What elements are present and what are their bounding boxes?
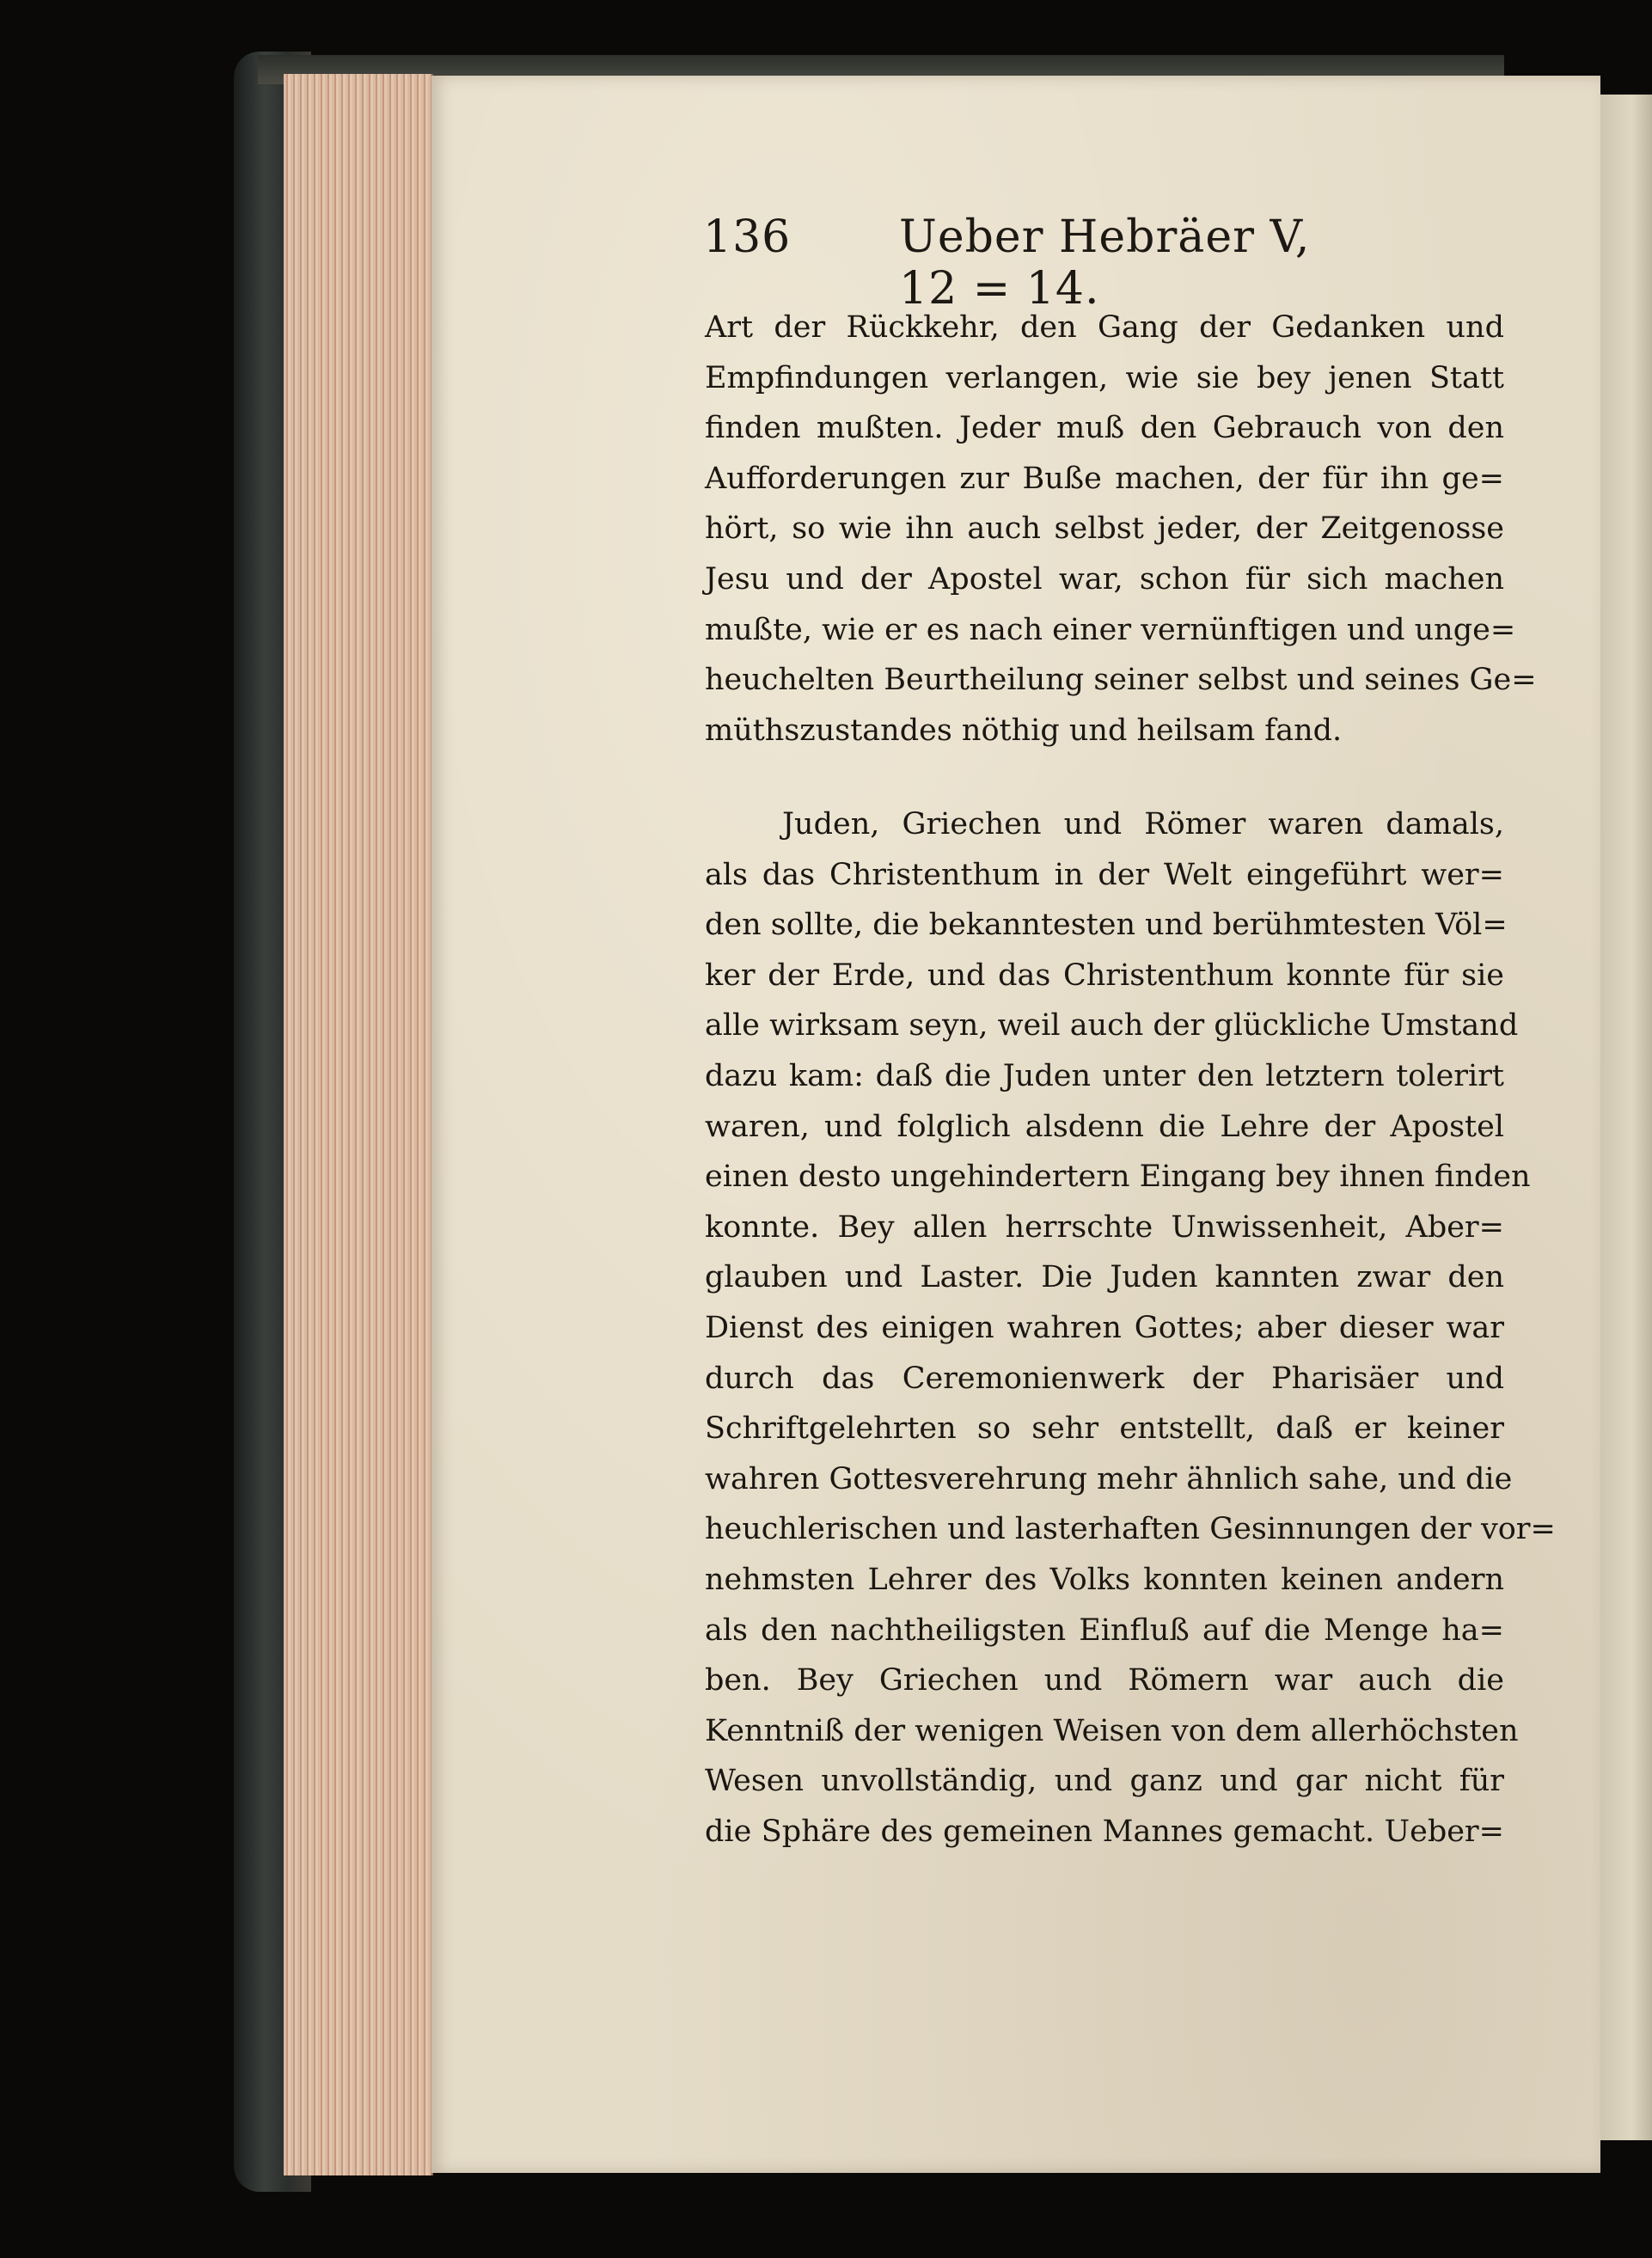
text-line: mußte, wie er es nach einer vernünftigen und unge= [705, 612, 1516, 647]
text-line: glauben und Laster. Die Juden kannten zwar den [705, 1260, 1504, 1295]
text-line: hört, so wie ihn auch selbst jeder, der Zeitgenosse [705, 511, 1504, 547]
running-head: Ueber Hebräer V, 12 = 14. [899, 211, 1311, 315]
text-line: als den nachtheiligsten Einfluß auf die Menge ha= [705, 1612, 1504, 1648]
page-number: 136 [703, 211, 792, 263]
text-line: müthszustandes nöthig und heilsam fand. [705, 713, 1343, 748]
text-line: wahren Gottesverehrung mehr ähnlich sahe, und die [705, 1461, 1513, 1496]
text-line: Kenntniß der wenigen Weisen von dem allerhöchsten [705, 1713, 1519, 1748]
text-line: als das Christenthum in der Welt eingeführt wer= [705, 857, 1504, 892]
page-header [703, 211, 1356, 315]
text-line: Schriftgelehrten so sehr entstellt, daß er keiner [705, 1411, 1504, 1447]
text-line: heuchelten Beurtheilung seiner selbst und seines Ge= [705, 663, 1537, 698]
text-line: heuchlerischen und lasterhaften Gesinnungen der vor= [705, 1512, 1556, 1547]
text-line: den sollte, die bekanntesten und berühmtesten Völ= [705, 908, 1508, 943]
facing-page-edge [1600, 95, 1652, 2140]
text-line: finden mußten. Jeder muß den Gebrauch von den [705, 411, 1504, 446]
text-line: einen desto ungehindertern Eingang bey ihnen finden [705, 1160, 1531, 1195]
text-line: konnte. Bey allen herrschte Unwissenheit, Aber= [705, 1209, 1504, 1245]
text-line: alle wirksam seyn, weil auch der glückliche Umstand [705, 1008, 1519, 1043]
text-line: die Sphäre des gemeinen Mannes gemacht. Ueber= [705, 1814, 1504, 1849]
text-line: Dienst des einigen wahren Gottes; aber dieser war [705, 1310, 1504, 1345]
text-line: dazu kam: daß die Juden unter den letztern tolerirt [705, 1058, 1504, 1093]
text-line: durch das Ceremonienwerk der Pharisäer und [705, 1361, 1504, 1396]
text-line: waren, und folglich alsdenn die Lehre der Apostel [705, 1109, 1504, 1144]
text-line: Empfindungen verlangen, wie sie bey jenen Statt [705, 360, 1504, 395]
text-line: Jesu und der Apostel war, schon für sich machen [705, 561, 1504, 597]
page-stack-edge [284, 74, 433, 2175]
text-line: Aufforderungen zur Buße machen, der für ihn ge= [705, 461, 1504, 496]
paragraph-1 [705, 303, 1537, 756]
text-line: ker der Erde, und das Christenthum konnte für sie [705, 958, 1504, 993]
text-line: Art der Rückkehr, den Gang der Gedanken und [705, 310, 1504, 345]
text-line: ben. Bey Griechen und Römern war auch die [705, 1663, 1504, 1698]
text-line: nehmsten Lehrer des Volks konnten keinen andern [705, 1562, 1504, 1597]
text-line: Wesen unvollständig, und ganz und gar nicht für [705, 1764, 1504, 1799]
text-line: Juden, Griechen und Römer waren damals, [782, 807, 1504, 841]
paragraph-2 [705, 799, 1556, 1857]
